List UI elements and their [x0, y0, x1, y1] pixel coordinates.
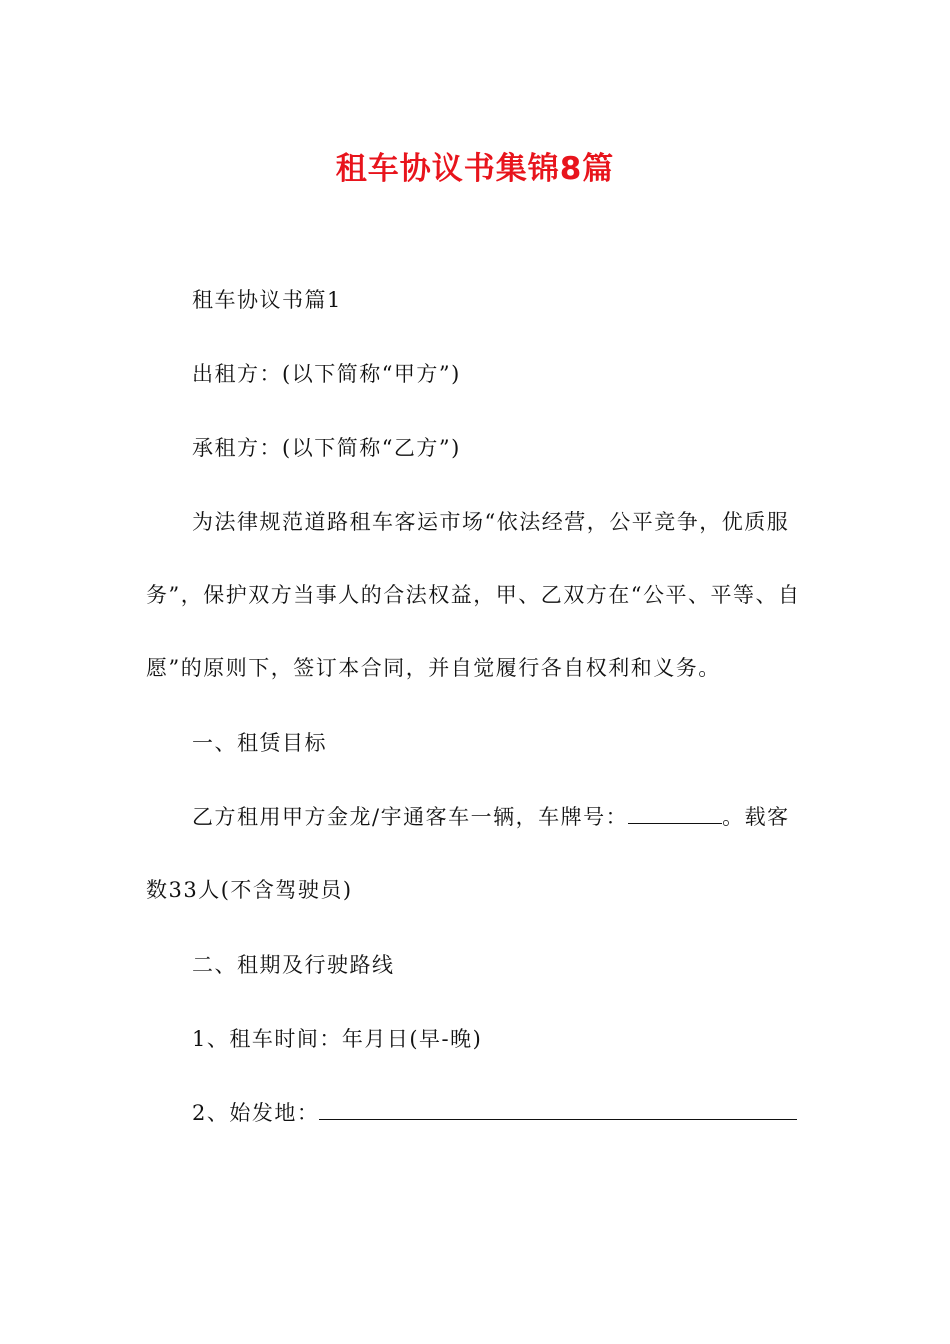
clause-heading-1: 一、租赁目标	[192, 731, 327, 755]
document-title: 租车协议书集锦8篇	[335, 151, 615, 187]
clause-heading-2: 二、租期及行驶路线	[192, 953, 395, 977]
lessor-line: 出租方：(以下简称“甲方”)	[192, 362, 461, 386]
origin-line	[146, 1095, 806, 1131]
rental-object-paragraph	[146, 781, 806, 927]
rental-object-text-cont: 。载客数33人(不含驾驶员)	[146, 805, 790, 902]
preamble-paragraph: 为法律规范道路租车客运市场“依法经营，公平竞争，优质服务”，保护双方当事人的合法权益，甲、乙双方在“公平、平等、自愿”的原则下，签订本合同，并自觉履行各自权利和义务。	[146, 510, 801, 680]
document-body	[146, 282, 806, 1169]
section-heading-1: 租车协议书篇1	[192, 288, 342, 312]
lessee-line: 承租方：(以下简称“乙方”)	[192, 436, 461, 460]
origin-label: 2、始发地：	[192, 1101, 320, 1125]
rental-time-line: 1、租车时间：年月日(早-晚)	[192, 1027, 483, 1051]
rental-object-text: 乙方租用甲方金龙/宇通客车一辆，车牌号：	[192, 805, 629, 829]
origin-blank	[319, 1097, 797, 1120]
plate-number-blank	[628, 801, 722, 824]
